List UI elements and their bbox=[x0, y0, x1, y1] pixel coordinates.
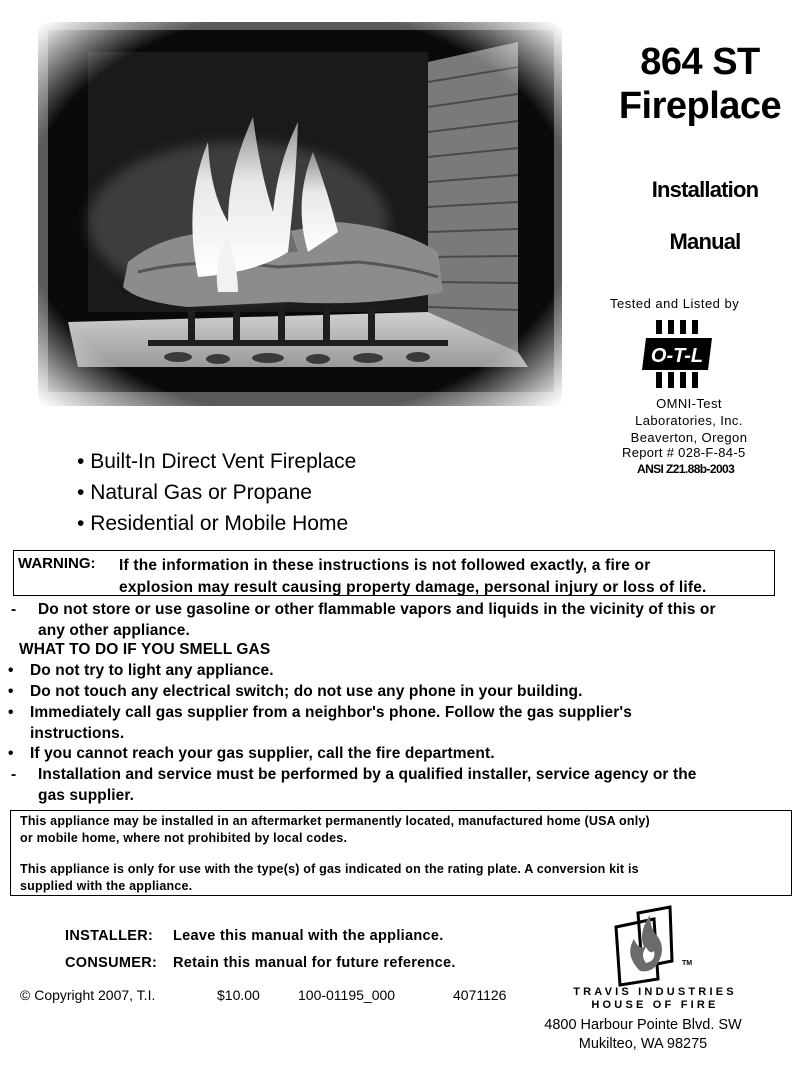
feature-item: • Residential or Mobile Home bbox=[77, 508, 356, 539]
gas-type-notice bbox=[20, 861, 780, 895]
mobile-home-notice bbox=[20, 813, 780, 847]
trademark-mark: TM bbox=[682, 960, 693, 967]
otl-logo bbox=[638, 320, 716, 392]
otl-logo-text: O-T-L bbox=[650, 345, 704, 367]
consumer-label: CONSUMER: bbox=[65, 955, 158, 971]
safety-text: Immediately call gas supplier from a neighbor's phone. Follow the gas supplier's bbox=[30, 704, 632, 721]
consumer-instruction: Retain this manual for future reference. bbox=[173, 955, 456, 971]
feature-item: • Built-In Direct Vent Fireplace bbox=[77, 446, 356, 477]
safety-text: instructions. bbox=[30, 725, 125, 742]
part-number: 100-01195_000 bbox=[298, 987, 396, 1003]
safety-text: any other appliance. bbox=[38, 622, 190, 639]
dash-mark: - bbox=[11, 766, 17, 783]
warning-line: explosion may result causing property damage, personal injury or loss of life. bbox=[119, 579, 707, 596]
info-line: This appliance may be installed in an aftermarket permanently located, manufactured home (USA only) bbox=[20, 814, 650, 828]
safety-text: If you cannot reach your gas supplier, call the fire department. bbox=[30, 745, 495, 762]
warning-text bbox=[119, 555, 779, 599]
catalog-code: 4071126 bbox=[453, 987, 507, 1003]
model-title bbox=[600, 40, 800, 128]
address-line: 4800 Harbour Pointe Blvd. SW bbox=[544, 1017, 742, 1033]
price: $10.00 bbox=[217, 987, 260, 1003]
copyright: © Copyright 2007, T.I. bbox=[20, 987, 156, 1003]
bullet-mark: • bbox=[8, 745, 14, 762]
safety-text: Do not touch any electrical switch; do not use any phone in your building. bbox=[30, 683, 583, 700]
safety-text: gas supplier. bbox=[38, 787, 135, 804]
company-line: TRAVIS INDUSTRIES bbox=[573, 986, 737, 998]
info-line: This appliance is only for use with the type(s) of gas indicated on the rating plate. A conversion kit is bbox=[20, 862, 639, 876]
lab-name-line2: Laboratories, Inc. bbox=[635, 413, 743, 428]
lab-name-line1: OMNI-Test bbox=[656, 396, 722, 411]
safety-text: Installation and service must be performed by a qualified installer, service agency or the bbox=[38, 766, 697, 783]
document-type bbox=[615, 177, 795, 255]
feature-list bbox=[77, 446, 356, 539]
bullet-mark: • bbox=[8, 683, 14, 700]
warning-line: If the information in these instructions is not followed exactly, a fire or bbox=[119, 557, 651, 574]
report-number: Report # 028-F-84-5 bbox=[622, 445, 746, 460]
tested-by-label: Tested and Listed by bbox=[610, 296, 740, 311]
installation-label: Installation bbox=[651, 177, 759, 202]
installer-label: INSTALLER: bbox=[65, 928, 154, 944]
bullet-mark: • bbox=[8, 704, 14, 721]
warning-label: WARNING: bbox=[18, 555, 96, 572]
bullet-mark: • bbox=[8, 662, 14, 679]
address-line: Mukilteo, WA 98275 bbox=[578, 1036, 708, 1052]
dash-mark: - bbox=[11, 601, 17, 618]
safety-text: Do not try to light any appliance. bbox=[30, 662, 274, 679]
lab-city: Beaverton, Oregon bbox=[630, 430, 748, 445]
fireplace-photo bbox=[38, 22, 562, 406]
smell-gas-heading: WHAT TO DO IF YOU SMELL GAS bbox=[19, 641, 271, 658]
info-line: supplied with the appliance. bbox=[20, 879, 193, 893]
model-number: 864 ST bbox=[640, 41, 760, 83]
feature-item: • Natural Gas or Propane bbox=[77, 477, 356, 508]
company-address bbox=[533, 1016, 753, 1054]
company-line: HOUSE OF FIRE bbox=[591, 999, 719, 1011]
manual-label: Manual bbox=[669, 229, 741, 254]
installer-instruction: Leave this manual with the appliance. bbox=[173, 928, 444, 944]
product-type: Fireplace bbox=[618, 85, 782, 127]
safety-text: Do not store or use gasoline or other flammable vapors and liquids in the vicinity of this or bbox=[38, 601, 716, 618]
ansi-standard: ANSI Z21.88b-2003 bbox=[637, 462, 735, 476]
info-line: or mobile home, where not prohibited by local codes. bbox=[20, 831, 348, 845]
lab-info bbox=[600, 395, 778, 446]
company-name bbox=[565, 986, 745, 1012]
travis-flame-logo bbox=[610, 905, 680, 987]
